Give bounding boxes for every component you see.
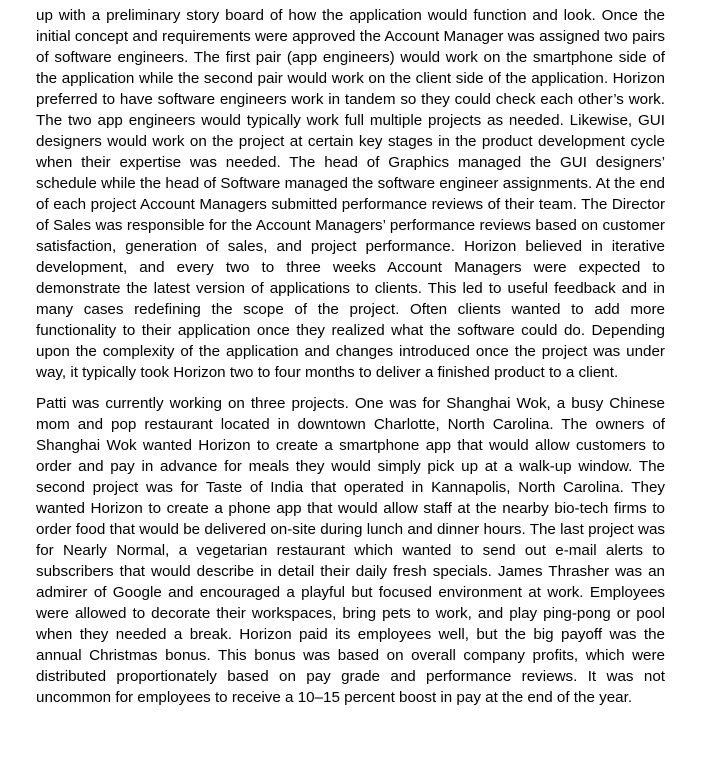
- paragraph-current-projects: Patti was currently working on three projects. One was for Shanghai Wok, a busy Chinese mom and pop restaurant located in downtown Charlotte, North Carolina. The owners of Shanghai Wok wanted Horizon to create a smartphone app that would allow customers to order and pay in advance for meals they would simply pick up at a walk-up window. The second project was for Taste of India that operated in Kannapolis, North Carolina. They wanted Horizon to create a phone app that would allow staff at the nearby bio-tech firms to order food that would be delivered on-site during lunch and dinner hours. The last project was for Nearly Normal, a vegetarian restaurant which wanted to send out e-mail alerts to subscribers that would describe in detail their daily fresh specials. James Thrasher was an admirer of Google and encouraged a playful but focused environment at work. Employees were allowed to decorate their workspaces, bring pets to work, and play ping-pong or pool when they needed a break. Horizon paid its employees well, but the big payoff was the annual Christmas bonus. This bonus was based on overall company profits, which were distributed proportionately based on pay grade and performance reviews. It was not uncommon for employees to receive a 10–15 percent boost in pay at the end of the year.: [36, 395, 665, 706]
- paragraph-team-structure: up with a preliminary story board of how the application would function and look. Once the initial concept and requirements were approved the Account Manager was assigned two pairs of software engineers. The first pair (app engineers) would work on the smartphone side of the application while the second pair would work on the client side of the application. Horizon preferred to have software engineers work in tandem so they could check each other’s work. The two app engineers would typically work full multiple projects as needed. Likewise, GUI designers would work on the project at certain key stages in the product development cycle when their expertise was needed. The head of Graphics managed the GUI designers’ schedule while the head of Software managed the software engineer assignments. At the end of each project Account Managers submitted performance reviews of their team. The Director of Sales was responsible for the Account Managers’ performance reviews based on customer satisfaction, generation of sales, and project performance. Horizon believed in iterative development, and every two to three weeks Account Managers were expected to demonstrate the latest version of applications to clients. This led to useful feedback and in many cases redefining the scope of the project. Often clients wanted to add more functionality to their application once they realized what the software could do. Depending upon the complexity of the application and changes introduced once the project was under way, it typically took Horizon two to four months to deliver a finished product to a client.: [36, 7, 665, 381]
